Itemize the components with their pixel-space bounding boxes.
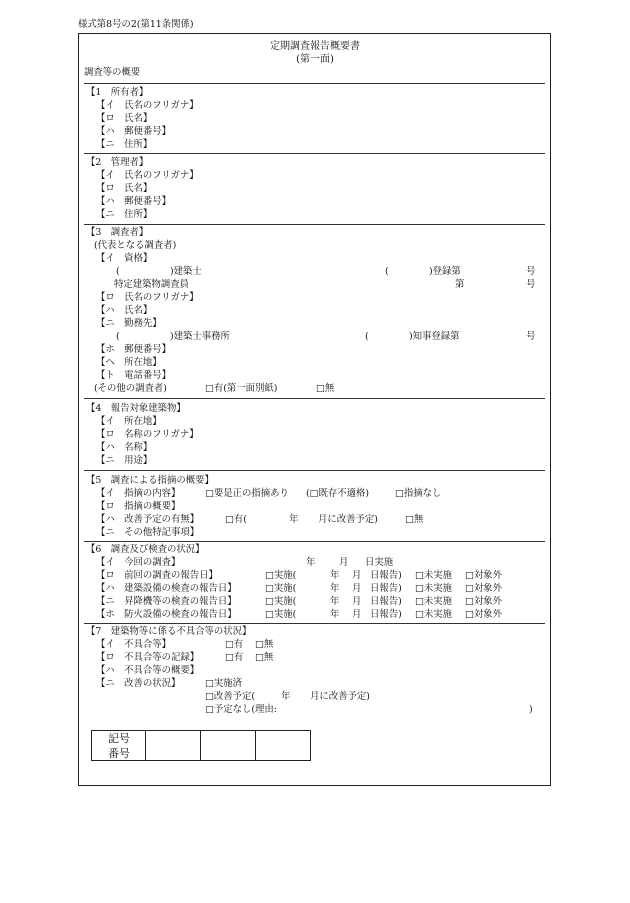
owner-name: 【ロ 氏名】 [96,113,153,124]
gov-open: ( [365,331,369,342]
improved-checkbox[interactable]: □実施済 [205,678,242,689]
page-label: (第一面) [296,54,334,65]
improvement-no-checkbox[interactable]: □無 [405,514,424,525]
day-report-label: 日報告) [370,596,402,607]
record-label: 記号 [108,732,130,745]
conducted-checkbox[interactable]: □実施( [265,596,297,607]
building-equipment-report-label: 【ハ 建築設備の検査の報告日】 [96,583,237,594]
conducted-checkbox[interactable]: □実施( [265,570,297,581]
month-label: 月 [339,557,349,568]
record-box[interactable] [201,730,256,761]
divider [84,623,545,624]
prev-survey-report-label: 【ロ 前回の調査の報告日】 [96,570,218,581]
record-box[interactable] [256,730,311,761]
day-report-label: 日報告) [370,609,402,620]
architect-open: ( [116,266,120,277]
manager-kana: 【イ 氏名のフリガナ】 [96,170,199,181]
year-label: 年 [281,691,291,702]
other-inspectors-no-checkbox[interactable]: □無 [316,383,335,394]
overview-label: 調査等の概要 [84,67,141,78]
building-heading: 【4 報告対象建築物】 [86,403,186,414]
not-applicable-checkbox[interactable]: □対象外 [465,596,502,607]
defects-label: 【イ 不具合等】 [96,639,172,650]
not-conducted-checkbox[interactable]: □未実施 [415,570,452,581]
defects-heading: 【7 建築物等に係る不具合等の状況】 [86,626,252,637]
number-label: 番号 [108,747,130,760]
day-report-label: 日報告) [370,570,402,581]
day-conducted-label: 日実施 [365,557,394,568]
year-label: 年 [289,514,299,525]
findings-heading: 【5 調査による指摘の概要】 [86,475,214,486]
findings-summary-label: 【ロ 指摘の概要】 [96,501,181,512]
divider [84,153,545,154]
divider [84,224,545,225]
other-inspectors-label: (その他の調査者) [94,383,167,394]
elevator-report-label: 【ニ 昇降機等の検査の報告日】 [96,596,237,607]
other-inspectors-yes-checkbox[interactable]: □有(第一面別紙) [205,383,278,394]
conducted-checkbox[interactable]: □実施( [265,583,297,594]
inspector-postal: 【ホ 郵便番号】 [96,344,172,355]
not-conducted-checkbox[interactable]: □未実施 [415,583,452,594]
architect-class: )建築士 [170,266,202,277]
owner-heading: 【1 所有者】 [86,87,149,98]
special-inspector: 特定建築物調査員 [114,279,190,290]
divider [84,398,545,399]
registration-no-label: )登録第 [429,266,461,277]
not-applicable-checkbox[interactable]: □対象外 [465,570,502,581]
inspector-kana: 【ロ 氏名のフリガナ】 [96,292,199,303]
architect-office: )建築士事務所 [170,331,230,342]
month-label: 月 [352,596,362,607]
owner-kana: 【イ 氏名のフリガナ】 [96,100,199,111]
manager-postal: 【ハ 郵便番号】 [96,196,172,207]
divider [84,470,545,471]
office-open: ( [116,331,120,342]
close-paren: ) [529,704,533,715]
gou-suffix: 号 [526,266,536,277]
not-conducted-checkbox[interactable]: □未実施 [415,609,452,620]
building-use: 【ニ 用途】 [96,455,153,466]
gou-suffix: 号 [526,279,536,290]
form-code: 様式第8号の2(第11条関係) [78,19,194,30]
qualification-label: 【イ 資格】 [96,253,153,264]
building-name: 【ハ 名称】 [96,442,153,453]
year-label: 年 [330,609,340,620]
other-notes-label: 【ニ その他特記事項】 [96,527,200,538]
not-applicable-checkbox[interactable]: □対象外 [465,583,502,594]
form-title: 定期調査報告概要書 [270,41,360,52]
inspector-phone: 【ト 電話番号】 [96,370,172,381]
no-findings-checkbox[interactable]: □指摘なし [395,488,442,499]
rep-inspector-label: (代表となる調査者) [94,240,177,251]
year-label: 年 [330,596,340,607]
no-plan-checkbox[interactable]: □予定なし(理由: [205,704,277,715]
correction-required-checkbox[interactable]: □要是正の指摘あり [205,488,289,499]
improvement-yes-checkbox[interactable]: □有( [225,514,247,525]
owner-postal: 【ハ 郵便番号】 [96,126,172,137]
defects-no-checkbox[interactable]: □無 [255,639,274,650]
fire-equipment-report-label: 【ホ 防火設備の検査の報告日】 [96,609,237,620]
not-applicable-checkbox[interactable]: □対象外 [465,609,502,620]
defect-summary-label: 【ハ 不具合等の概要】 [96,665,200,676]
day-report-label: 日報告) [370,583,402,594]
record-box[interactable] [146,730,201,761]
improvement-status-label: 【ニ 改善の状況】 [96,678,181,689]
inspector-address: 【ヘ 所在地】 [96,357,162,368]
records-yes-checkbox[interactable]: □有 [225,652,244,663]
record-number-label [99,731,139,761]
inspector-workplace: 【ニ 勤務先】 [96,318,162,329]
month-label: 月 [352,583,362,594]
records-no-checkbox[interactable]: □無 [255,652,274,663]
manager-heading: 【2 管理者】 [86,157,149,168]
month-plan-label: 月に改善予定) [310,691,370,702]
findings-content-label: 【イ 指摘の内容】 [96,488,181,499]
manager-address: 【ニ 住所】 [96,209,153,220]
improvement-plan-label: 【ハ 改善予定の有無】 [96,514,200,525]
year-label: 年 [306,557,316,568]
building-name-kana: 【ロ 名称のフリガナ】 [96,429,199,440]
inspector-name: 【ハ 氏名】 [96,305,153,316]
existing-nonconforming-checkbox[interactable]: (□既存不適格) [306,488,370,499]
improvement-planned-checkbox[interactable]: □改善予定( [205,691,256,702]
year-label: 年 [330,570,340,581]
manager-name: 【ロ 氏名】 [96,183,153,194]
month-plan-label: 月に改善予定) [318,514,378,525]
year-label: 年 [330,583,340,594]
defects-yes-checkbox[interactable]: □有 [225,639,244,650]
not-conducted-checkbox[interactable]: □未実施 [415,596,452,607]
building-location: 【イ 所在地】 [96,416,162,427]
dai-prefix: 第 [455,279,465,290]
month-label: 月 [352,570,362,581]
inspection-status-heading: 【6 調査及び検査の状況】 [86,544,205,555]
conducted-checkbox[interactable]: □実施( [265,609,297,620]
divider [84,83,545,84]
defect-records-label: 【ロ 不具合等の記録】 [96,652,200,663]
owner-address: 【ニ 住所】 [96,139,153,150]
governor-registration-label: )知事登録第 [409,331,460,342]
gou-suffix: 号 [526,331,536,342]
current-survey-label: 【イ 今回の調査】 [96,557,181,568]
reg-open: ( [385,266,389,277]
month-label: 月 [352,609,362,620]
divider [84,541,545,542]
inspector-heading: 【3 調査者】 [86,227,149,238]
